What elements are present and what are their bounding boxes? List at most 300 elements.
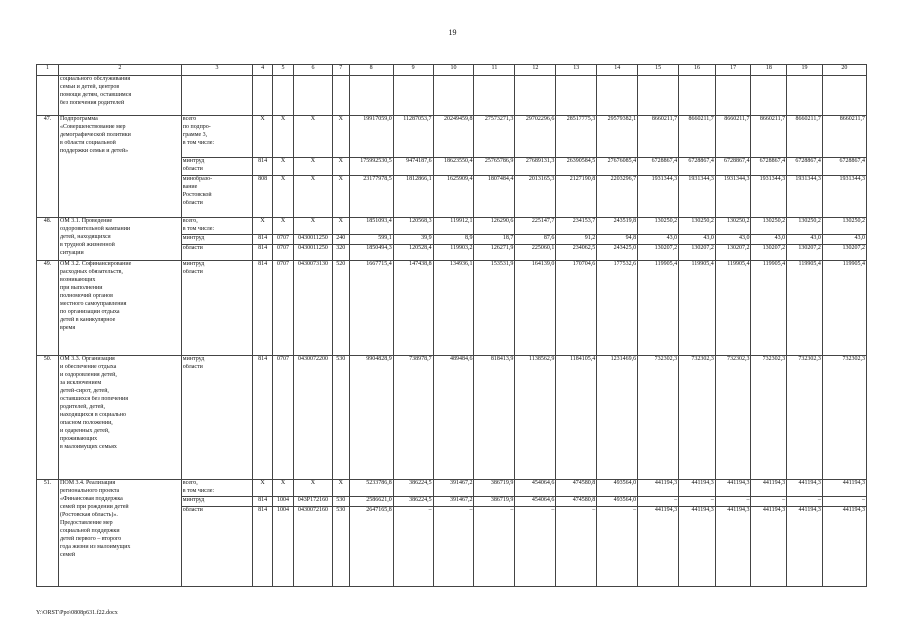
amount-cell: – [822, 497, 866, 507]
amount-cell: 18,7 [474, 235, 515, 245]
text-line: минтруд [182, 261, 205, 267]
text-line: полномочий органов [60, 293, 114, 299]
amount-cell: 1850494,3 [349, 245, 393, 261]
amount-cell: 386224,5 [393, 480, 433, 497]
target-article-code: Х [294, 158, 333, 176]
text-line: семей [60, 552, 76, 558]
amount-cell: 5233786,8 [349, 480, 393, 497]
budget-table [36, 64, 867, 587]
amount-cell: 28517775,3 [556, 116, 597, 158]
amount-cell: 130207,2 [822, 245, 866, 261]
amount-cell: 119905,4 [787, 261, 823, 356]
amount-cell: 386719,9 [474, 480, 515, 497]
target-article-code: 0430073130 [294, 261, 333, 356]
amount-cell: 126290,6 [474, 218, 515, 235]
amount-cell: 177532,6 [597, 261, 638, 356]
column-header: 15 [638, 65, 679, 76]
text-line: ОМ 3.1. Проведение [60, 218, 113, 224]
empty-cell [332, 76, 349, 116]
amount-cell: 43,0 [822, 235, 866, 245]
program-name-cell [59, 116, 182, 218]
amount-cell: 1138562,9 [515, 356, 556, 480]
empty-cell [822, 76, 866, 116]
target-article-code: 0430011250 [294, 235, 333, 245]
empty-cell [349, 76, 393, 116]
section-code: Х [273, 218, 294, 235]
amount-cell: 1231469,6 [597, 356, 638, 480]
row-number-cell: 47. [37, 116, 59, 218]
empty-cell [294, 76, 333, 116]
amount-cell: 175992530,5 [349, 158, 393, 176]
row-number-cell: 48. [37, 218, 59, 261]
amount-cell: 441194,3 [679, 480, 716, 497]
section-code: Х [273, 116, 294, 158]
ministry-code: Х [253, 218, 273, 235]
text-line: минтруд [182, 497, 205, 503]
amount-cell: 130250,2 [679, 218, 716, 235]
executor-cell [181, 480, 252, 497]
text-line: социальной поддержки [60, 528, 120, 534]
amount-cell: 18623550,4 [433, 158, 474, 176]
amount-cell: 1184105,4 [556, 356, 597, 480]
amount-cell: – [715, 497, 751, 507]
text-line: детей, находящихся [60, 234, 111, 240]
column-header: 20 [822, 65, 866, 76]
amount-cell: 130250,2 [715, 218, 751, 235]
column-header: 13 [556, 65, 597, 76]
amount-cell: 9904828,9 [349, 356, 393, 480]
section-code: Х [273, 158, 294, 176]
text-line: по организации отдыха [60, 309, 120, 315]
expense-type-code: Х [332, 176, 349, 218]
amount-cell: 391467,2 [433, 480, 474, 497]
amount-cell: 474580,8 [556, 497, 597, 507]
amount-cell: 120568,3 [393, 218, 433, 235]
amount-cell: 818413,9 [474, 356, 515, 480]
amount-cell: 441194,3 [715, 480, 751, 497]
target-article-code: 0430072160 [294, 507, 333, 587]
amount-cell: 119905,4 [822, 261, 866, 356]
amount-cell: 20249459,8 [433, 116, 474, 158]
amount-cell: 9474187,6 [393, 158, 433, 176]
amount-cell: – [474, 507, 515, 587]
empty-cell [597, 76, 638, 116]
program-name-cell [59, 261, 182, 356]
amount-cell: 6728867,4 [679, 158, 716, 176]
amount-cell: – [751, 497, 787, 507]
amount-cell: 11287053,7 [393, 116, 433, 158]
amount-cell: 732302,3 [751, 356, 787, 480]
amount-cell: 2203296,7 [597, 176, 638, 218]
text-line: детей первого – второго [60, 536, 122, 542]
amount-cell: 386719,9 [474, 497, 515, 507]
amount-cell: 441194,3 [715, 507, 751, 587]
target-article-code: Х [294, 218, 333, 235]
table-row [37, 261, 867, 356]
empty-cell [679, 76, 716, 116]
amount-cell: – [393, 507, 433, 587]
section-code: 1004 [273, 507, 294, 587]
column-header: 7 [332, 65, 349, 76]
amount-cell: 1812866,1 [393, 176, 433, 218]
empty-cell [433, 76, 474, 116]
amount-cell: 26390584,5 [556, 158, 597, 176]
amount-cell: 119912,1 [433, 218, 474, 235]
column-header: 2 [59, 65, 182, 76]
text-line: опасном положении, [60, 420, 113, 426]
executor-cell [181, 507, 252, 587]
amount-cell: 27676085,4 [597, 158, 638, 176]
empty-cell [715, 76, 751, 116]
executor-cell [181, 218, 252, 235]
text-line: поддержки семьи и детей» [60, 148, 129, 154]
column-header: 3 [181, 65, 252, 76]
amount-cell: 6728867,4 [787, 158, 823, 176]
amount-cell: 91,2 [556, 235, 597, 245]
column-header: 10 [433, 65, 474, 76]
expense-type-code: Х [332, 158, 349, 176]
text-line: минтруд [182, 235, 205, 241]
amount-cell: – [679, 497, 716, 507]
amount-cell: 23177978,5 [349, 176, 393, 218]
text-line: ОМ 3.2. Софинансирование [60, 261, 132, 267]
amount-cell: 130250,2 [822, 218, 866, 235]
text-line: Ростовской [182, 192, 212, 198]
amount-cell: 19917059,0 [349, 116, 393, 158]
text-line: Предоставление мер [60, 520, 113, 526]
amount-cell: 1931344,3 [787, 176, 823, 218]
text-line: вание [182, 184, 198, 190]
file-path-footer: Y:\ORST\Ppo\0808p631.f22.docx [36, 610, 118, 616]
column-header: 5 [273, 65, 294, 76]
section-code: 0707 [273, 245, 294, 261]
text-line: в том числе: [182, 140, 215, 146]
amount-cell: 130207,2 [751, 245, 787, 261]
ministry-code: 814 [253, 158, 273, 176]
amount-cell: – [433, 507, 474, 587]
amount-cell: 441194,3 [787, 507, 823, 587]
empty-cell [638, 76, 679, 116]
program-name-cell [59, 76, 182, 116]
executor-cell [181, 497, 252, 507]
empty-cell [787, 76, 823, 116]
amount-cell: 391467,2 [433, 497, 474, 507]
column-header: 14 [597, 65, 638, 76]
amount-cell: – [638, 497, 679, 507]
target-article-code: 0430011250 [294, 245, 333, 261]
expense-type-code: 530 [332, 497, 349, 507]
text-line: по подпро- [182, 124, 211, 130]
ministry-code: 814 [253, 261, 273, 356]
section-code: 1004 [273, 497, 294, 507]
ministry-code: 808 [253, 176, 273, 218]
empty-cell [253, 76, 273, 116]
amount-cell: 130207,2 [787, 245, 823, 261]
text-line: семьи и детей, центров [60, 84, 120, 90]
amount-cell: 441194,3 [787, 480, 823, 497]
column-header: 16 [679, 65, 716, 76]
text-line: в том числе: [182, 226, 215, 232]
ministry-code: 814 [253, 356, 273, 480]
text-line: области [182, 507, 203, 513]
amount-cell: – [597, 507, 638, 587]
amount-cell: 126271,9 [474, 245, 515, 261]
amount-cell: 119905,4 [638, 261, 679, 356]
text-line: находящихся в социально [60, 412, 126, 418]
target-article-code: 043P172160 [294, 497, 333, 507]
section-code: Х [273, 480, 294, 497]
column-header: 18 [751, 65, 787, 76]
text-line: помощи детям, оставшимся [60, 92, 132, 98]
expense-type-code: Х [332, 480, 349, 497]
text-line: родителей, детей, [60, 404, 105, 410]
empty-cell [556, 76, 597, 116]
amount-cell: 27689131,3 [515, 158, 556, 176]
empty-cell [515, 76, 556, 116]
text-line: демографической политики [60, 132, 131, 138]
expense-type-code: 530 [332, 356, 349, 480]
text-line: минтруд [182, 356, 205, 362]
empty-cell [181, 76, 252, 116]
text-line: семей при рождении детей [60, 504, 129, 510]
table-row [37, 480, 867, 497]
text-line: время [60, 325, 76, 331]
table-body [37, 76, 867, 587]
empty-cell [751, 76, 787, 116]
amount-cell: 43,0 [751, 235, 787, 245]
amount-cell: 39,9 [393, 235, 433, 245]
amount-cell: 732302,3 [787, 356, 823, 480]
amount-cell: 2127190,8 [556, 176, 597, 218]
amount-cell: 2013165,3 [515, 176, 556, 218]
text-line: местного самоуправления [60, 301, 127, 307]
text-line: ОМ 3.3. Организация [60, 356, 115, 362]
target-article-code: 0430072200 [294, 356, 333, 480]
column-header: 9 [393, 65, 433, 76]
amount-cell: 1931344,3 [822, 176, 866, 218]
amount-cell: 29579382,1 [597, 116, 638, 158]
expense-type-code: 240 [332, 235, 349, 245]
text-line: ситуации [60, 250, 84, 256]
expense-type-code: 530 [332, 507, 349, 587]
text-line: при выполнении [60, 285, 103, 291]
text-line: детей в каникулярное [60, 317, 116, 323]
amount-cell: – [787, 497, 823, 507]
text-line: детей-сирот, детей, [60, 388, 109, 394]
amount-cell: 134936,1 [433, 261, 474, 356]
amount-cell: 8660211,7 [787, 116, 823, 158]
amount-cell: 489484,6 [433, 356, 474, 480]
amount-cell: 119905,4 [679, 261, 716, 356]
ministry-code: Х [253, 116, 273, 158]
amount-cell: 119905,4 [715, 261, 751, 356]
text-line: «Совершенствование мер [60, 124, 126, 130]
section-code: 0707 [273, 235, 294, 245]
text-line: без попечения родителей [60, 100, 125, 106]
amount-cell: 8660211,7 [638, 116, 679, 158]
row-number-cell [37, 76, 59, 116]
ministry-code: 814 [253, 497, 273, 507]
amount-cell: 8660211,7 [679, 116, 716, 158]
amount-cell: 164139,0 [515, 261, 556, 356]
amount-cell: 43,0 [715, 235, 751, 245]
column-header: 8 [349, 65, 393, 76]
text-line: и одаренных детей, [60, 428, 110, 434]
amount-cell: 6728867,4 [751, 158, 787, 176]
amount-cell: 454064,6 [515, 497, 556, 507]
amount-cell: 1931344,3 [751, 176, 787, 218]
program-name-cell [59, 218, 182, 261]
amount-cell: 8660211,7 [822, 116, 866, 158]
ministry-code: 814 [253, 245, 273, 261]
amount-cell: – [556, 507, 597, 587]
amount-cell: 1851093,4 [349, 218, 393, 235]
row-number-cell: 51. [37, 480, 59, 587]
amount-cell: 94,8 [597, 235, 638, 245]
amount-cell: 6728867,4 [715, 158, 751, 176]
amount-cell: 441194,3 [638, 507, 679, 587]
section-code: 0707 [273, 261, 294, 356]
executor-cell [181, 176, 252, 218]
target-article-code: Х [294, 480, 333, 497]
text-line: года жизни из малоимущих [60, 544, 131, 550]
amount-cell: – [515, 507, 556, 587]
table-row [37, 76, 867, 116]
column-header: 19 [787, 65, 823, 76]
amount-cell: 8660211,7 [751, 116, 787, 158]
program-name-cell [59, 356, 182, 480]
text-line: всего, [182, 480, 198, 486]
amount-cell: 1807484,4 [474, 176, 515, 218]
amount-cell: 130250,2 [638, 218, 679, 235]
text-line: и обеспечение отдыха [60, 364, 117, 370]
empty-cell [393, 76, 433, 116]
expense-type-code: Х [332, 116, 349, 158]
text-line: и оздоровления детей, [60, 372, 117, 378]
amount-cell: 441194,3 [822, 480, 866, 497]
text-line: в том числе: [182, 488, 215, 494]
amount-cell: 6728867,4 [822, 158, 866, 176]
row-number-cell: 50. [37, 356, 59, 480]
amount-cell: 474580,8 [556, 480, 597, 497]
table-row [37, 356, 867, 480]
amount-cell: 119903,2 [433, 245, 474, 261]
amount-cell: 732302,3 [715, 356, 751, 480]
amount-cell: 130207,2 [715, 245, 751, 261]
amount-cell: 120528,4 [393, 245, 433, 261]
amount-cell: 87,6 [515, 235, 556, 245]
amount-cell: 130207,2 [679, 245, 716, 261]
amount-cell: 454064,6 [515, 480, 556, 497]
table-row [37, 218, 867, 235]
amount-cell: 732302,3 [679, 356, 716, 480]
text-line: возникающих [60, 277, 96, 283]
amount-cell: 225060,1 [515, 245, 556, 261]
amount-cell: 732302,3 [638, 356, 679, 480]
header-row [37, 65, 867, 76]
amount-cell: 130250,2 [787, 218, 823, 235]
amount-cell: 153531,9 [474, 261, 515, 356]
section-code: Х [273, 176, 294, 218]
amount-cell: 1625909,4 [433, 176, 474, 218]
text-line: области [182, 200, 203, 206]
amount-cell: 234062,5 [556, 245, 597, 261]
amount-cell: 170704,6 [556, 261, 597, 356]
amount-cell: 599,1 [349, 235, 393, 245]
expense-type-code: 320 [332, 245, 349, 261]
ministry-code: 814 [253, 235, 273, 245]
text-line: (Ростовская область)». [60, 512, 118, 518]
text-line: социального обслуживания [60, 76, 131, 82]
column-header: 1 [37, 65, 59, 76]
empty-cell [474, 76, 515, 116]
amount-cell: 243519,8 [597, 218, 638, 235]
amount-cell: 130207,2 [638, 245, 679, 261]
amount-cell: 386224,5 [393, 497, 433, 507]
amount-cell: 25765786,9 [474, 158, 515, 176]
text-line: грамме 3, [182, 132, 208, 138]
amount-cell: 732302,3 [822, 356, 866, 480]
amount-cell: 738978,7 [393, 356, 433, 480]
amount-cell: 8,9 [433, 235, 474, 245]
text-line: области [182, 364, 203, 370]
column-header: 4 [253, 65, 273, 76]
amount-cell: 119905,4 [751, 261, 787, 356]
text-line: «Финансовая поддержка [60, 496, 123, 502]
target-article-code: Х [294, 116, 333, 158]
text-line: за исключением [60, 380, 102, 386]
amount-cell: 2647165,8 [349, 507, 393, 587]
text-line: всего, [182, 218, 198, 224]
text-line: в малоимущих семьях [60, 444, 117, 450]
text-line: в трудной жизненной [60, 242, 115, 248]
text-line: ПОМ 3.4. Реализация [60, 480, 116, 486]
section-code: 0707 [273, 356, 294, 480]
amount-cell: 1931344,3 [638, 176, 679, 218]
amount-cell: 225147,7 [515, 218, 556, 235]
page-number: 19 [448, 28, 457, 37]
executor-cell [181, 235, 252, 245]
text-line: области [182, 166, 203, 172]
amount-cell: 1931344,3 [715, 176, 751, 218]
amount-cell: 29702296,6 [515, 116, 556, 158]
text-line: минтруд [182, 158, 205, 164]
executor-cell [181, 245, 252, 261]
amount-cell: 441194,3 [822, 507, 866, 587]
row-number-cell: 49. [37, 261, 59, 356]
text-line: регионального проекта [60, 488, 120, 494]
text-line: области [182, 245, 203, 251]
amount-cell: 441194,3 [751, 480, 787, 497]
text-line: оздоровительной кампании [60, 226, 131, 232]
text-line: Подпрограмма [60, 116, 98, 122]
executor-cell [181, 116, 252, 158]
amount-cell: 8660211,7 [715, 116, 751, 158]
amount-cell: 43,0 [638, 235, 679, 245]
amount-cell: 493564,0 [597, 480, 638, 497]
text-line: всего [182, 116, 197, 122]
amount-cell: 43,0 [787, 235, 823, 245]
amount-cell: 441194,3 [751, 507, 787, 587]
text-line: оставшихся без попечения [60, 396, 128, 402]
column-header: 6 [294, 65, 333, 76]
amount-cell: 6728867,4 [638, 158, 679, 176]
amount-cell: 493564,0 [597, 497, 638, 507]
text-line: проживающих [60, 436, 98, 442]
ministry-code: 814 [253, 507, 273, 587]
amount-cell: 130250,2 [751, 218, 787, 235]
text-line: в области социальной [60, 140, 116, 146]
